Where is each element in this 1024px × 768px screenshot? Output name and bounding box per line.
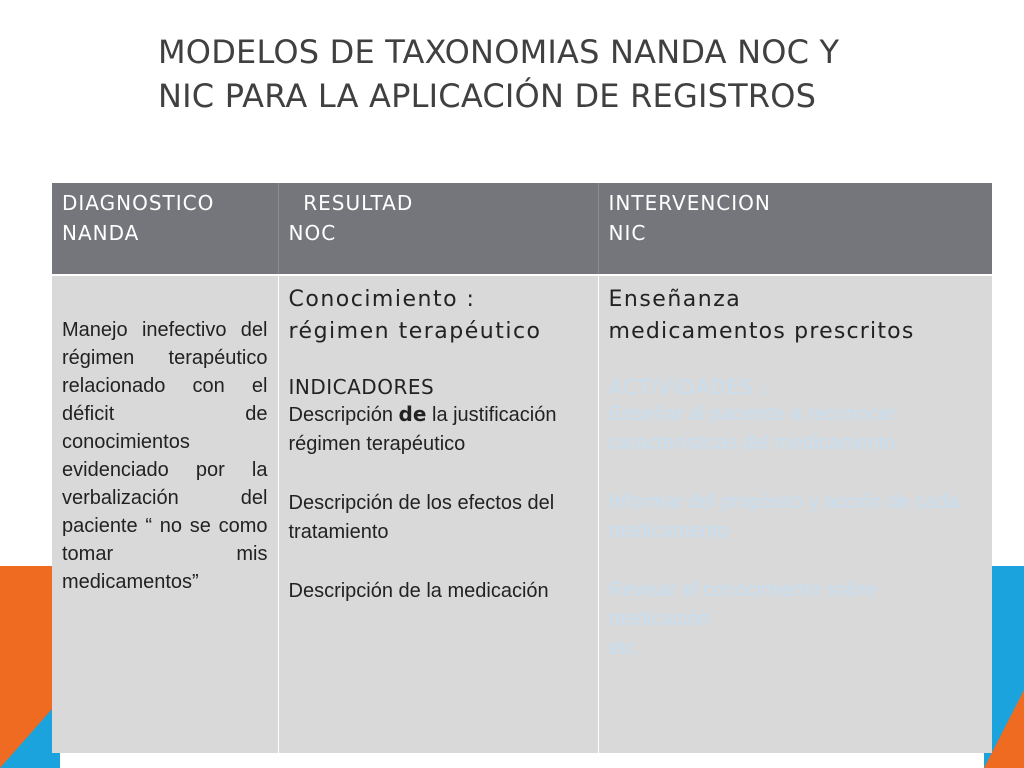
intervencion-title-line1: Enseñanza bbox=[608, 287, 742, 312]
indicadores-label: INDICADORES bbox=[288, 375, 435, 399]
indicador1-post: la justificación régimen terapéutico bbox=[288, 404, 568, 455]
actividad-item: Informar del propósito y acción de cada medicamento bbox=[608, 491, 959, 542]
cell-resultado bbox=[278, 275, 598, 753]
actividad-item: Enseñar al paciente a reconocer características del medicamento bbox=[608, 403, 897, 454]
header-intervencion bbox=[598, 183, 992, 275]
cell-diagnostico bbox=[52, 275, 278, 753]
indicador-item: Descripción de la medicación bbox=[288, 580, 549, 602]
resultado-title-line1: Conocimiento : bbox=[288, 287, 476, 312]
indicador-item: Descripción de los efectos del tratamiento bbox=[288, 492, 555, 543]
cell-intervencion bbox=[598, 275, 992, 753]
header-resultado-line2: NOC bbox=[288, 221, 337, 245]
slide-title bbox=[158, 30, 958, 118]
actividad-item: etc. bbox=[608, 637, 641, 659]
header-diagnostico-line2: NANDA bbox=[62, 221, 140, 245]
header-resultado-line1: RESULTAD bbox=[288, 191, 414, 215]
actividades-label: ACTIVIDADES : bbox=[608, 375, 770, 399]
header-resultado bbox=[278, 183, 598, 275]
header-intervencion-line2: NIC bbox=[608, 221, 647, 245]
intervencion-title-line2: medicamentos prescritos bbox=[608, 319, 915, 344]
diagnostico-text: Manejo inefectivo del régimen terapéutico relacionado con el déficit de conocimientos evidenciado por la verbalización del paciente “ no se como tomar mis medicamentos” bbox=[62, 319, 268, 593]
header-diagnostico-line1: DIAGNOSTICO bbox=[62, 191, 215, 215]
indicador-item bbox=[289, 400, 588, 459]
header-diagnostico bbox=[52, 183, 278, 275]
taxonomy-table bbox=[52, 183, 992, 753]
table-row bbox=[52, 275, 992, 753]
slide-title-line1: MODELOS DE TAXONOMIAS NANDA NOC Y bbox=[158, 33, 840, 71]
actividad-item: Revisar el conocimiento sobre medicación bbox=[608, 579, 877, 630]
header-intervencion-line1: INTERVENCION bbox=[608, 191, 771, 215]
indicador1-de: de bbox=[398, 402, 427, 426]
indicador1-pre: Descripción bbox=[288, 404, 399, 426]
slide-title-line2: NIC PARA LA APLICACIÓN DE REGISTROS bbox=[158, 77, 817, 115]
resultado-title-line2: régimen terapéutico bbox=[288, 319, 542, 344]
table-header-row bbox=[52, 183, 992, 275]
